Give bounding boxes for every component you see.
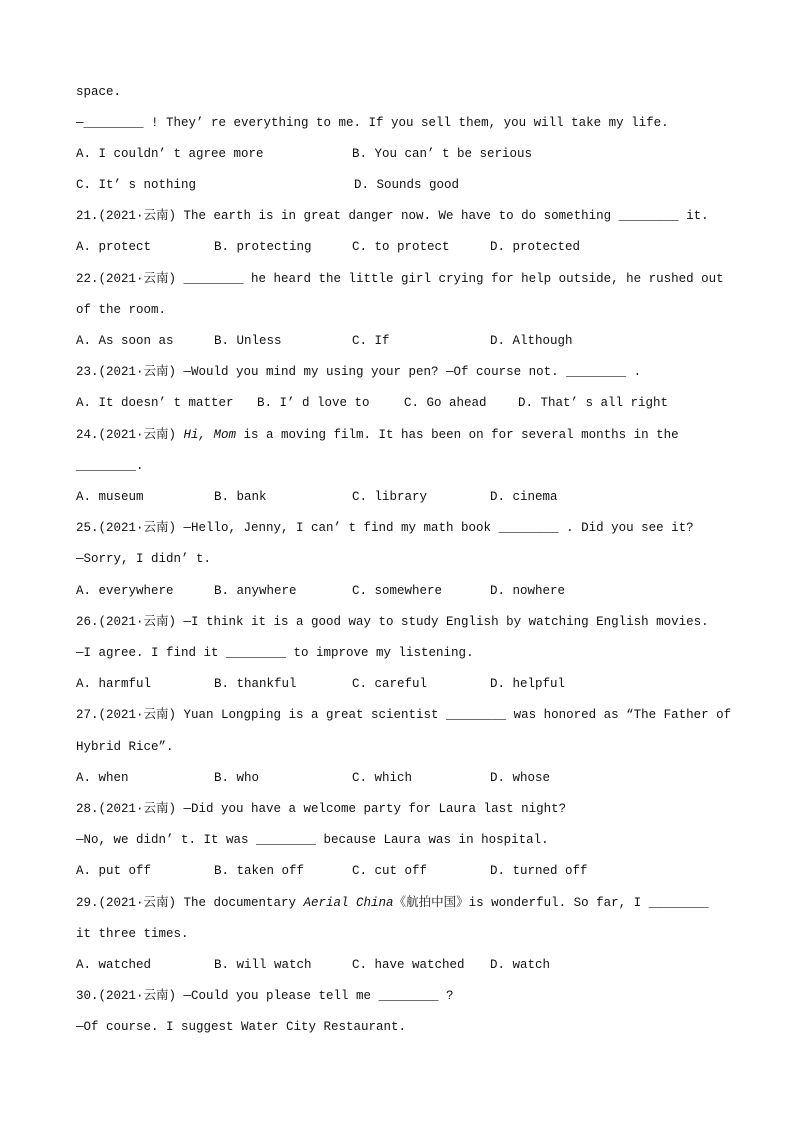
option-b: B. thankful xyxy=(214,677,297,691)
documentary-title: Aerial China xyxy=(303,896,394,910)
question-23: 23.(2021·云南) —Would you mind my using your pen? —Of course not. ________ . xyxy=(76,365,642,379)
option-d: D. That’ s all right xyxy=(518,396,669,410)
option-d: D. Sounds good xyxy=(354,178,460,192)
option-c: C. library xyxy=(352,490,428,504)
reply-line: —Sorry, I didn’ t. xyxy=(76,552,212,566)
option-d: D. watch xyxy=(490,958,551,972)
question-29 xyxy=(76,895,709,911)
question-text: is a moving film. It has been on for several months in the xyxy=(236,428,679,442)
option-b: B. taken off xyxy=(214,864,305,878)
option-c: C. If xyxy=(352,334,390,348)
option-a: A. It doesn’ t matter xyxy=(76,396,234,410)
question-22: 22.(2021·云南) ________ he heard the little girl crying for help outside, he rushed out xyxy=(76,272,724,286)
option-b: B. who xyxy=(214,771,260,785)
question-prefix: 29.(2021·云南) The documentary xyxy=(76,896,304,910)
option-a: A. everywhere xyxy=(76,584,174,598)
question-26: 26.(2021·云南) —I think it is a good way to study English by watching English movies. xyxy=(76,615,709,629)
option-c: C. cut off xyxy=(352,864,428,878)
option-d: D. Although xyxy=(490,334,573,348)
option-a: A. As soon as xyxy=(76,334,174,348)
film-title: Hi, Mom xyxy=(183,428,237,442)
option-c: C. which xyxy=(352,771,413,785)
option-a: A. museum xyxy=(76,490,144,504)
question-27: 27.(2021·云南) Yuan Longping is a great scientist ________ was honored as “The Father of xyxy=(76,708,732,722)
option-b: B. protecting xyxy=(214,240,312,254)
option-c: C. somewhere xyxy=(352,584,443,598)
option-b: B. You can’ t be serious xyxy=(352,147,533,161)
option-d: D. helpful xyxy=(490,677,566,691)
text-line: Hybrid Rice”. xyxy=(76,740,174,754)
option-a: A. protect xyxy=(76,240,152,254)
option-c: C. careful xyxy=(352,677,428,691)
option-a: A. when xyxy=(76,771,129,785)
text-line: it three times. xyxy=(76,927,189,941)
option-a: A. harmful xyxy=(76,677,152,691)
option-a: A. watched xyxy=(76,958,152,972)
reply-line: —Of course. I suggest Water City Restaurant. xyxy=(76,1020,407,1034)
reply-line: —I agree. I find it ________ to improve my listening. xyxy=(76,646,474,660)
option-b: B. will watch xyxy=(214,958,312,972)
text-line: —________ ! They’ re everything to me. If you sell them, you will take my life. xyxy=(76,116,669,130)
option-b: B. Unless xyxy=(214,334,282,348)
text-line: space. xyxy=(76,85,122,99)
question-21: 21.(2021·云南) The earth is in great danger now. We have to do something ________ it. xyxy=(76,209,709,223)
question-text: 《航拍中国》is wonderful. So far, I ________ xyxy=(393,896,709,910)
question-28: 28.(2021·云南) —Did you have a welcome party for Laura last night? xyxy=(76,802,567,816)
question-25: 25.(2021·云南) —Hello, Jenny, I can’ t find my math book ________ . Did you see it? xyxy=(76,521,694,535)
question-30: 30.(2021·云南) —Could you please tell me ________ ? xyxy=(76,989,454,1003)
option-d: D. turned off xyxy=(490,864,588,878)
option-d: D. cinema xyxy=(490,490,558,504)
option-d: D. nowhere xyxy=(490,584,566,598)
option-c: C. Go ahead xyxy=(404,396,487,410)
option-d: D. protected xyxy=(490,240,581,254)
option-b: B. bank xyxy=(214,490,267,504)
option-c: C. to protect xyxy=(352,240,450,254)
question-24 xyxy=(76,427,679,443)
text-line: of the room. xyxy=(76,303,167,317)
answer-blank: ________. xyxy=(76,459,144,473)
reply-line: —No, we didn’ t. It was ________ because Laura was in hospital. xyxy=(76,833,549,847)
option-b: B. I’ d love to xyxy=(257,396,370,410)
option-b: B. anywhere xyxy=(214,584,297,598)
option-c: C. It’ s nothing xyxy=(76,178,197,192)
option-c: C. have watched xyxy=(352,958,465,972)
option-a: A. I couldn’ t agree more xyxy=(76,147,264,161)
option-a: A. put off xyxy=(76,864,152,878)
question-prefix: 24.(2021·云南) xyxy=(76,428,184,442)
option-d: D. whose xyxy=(490,771,551,785)
